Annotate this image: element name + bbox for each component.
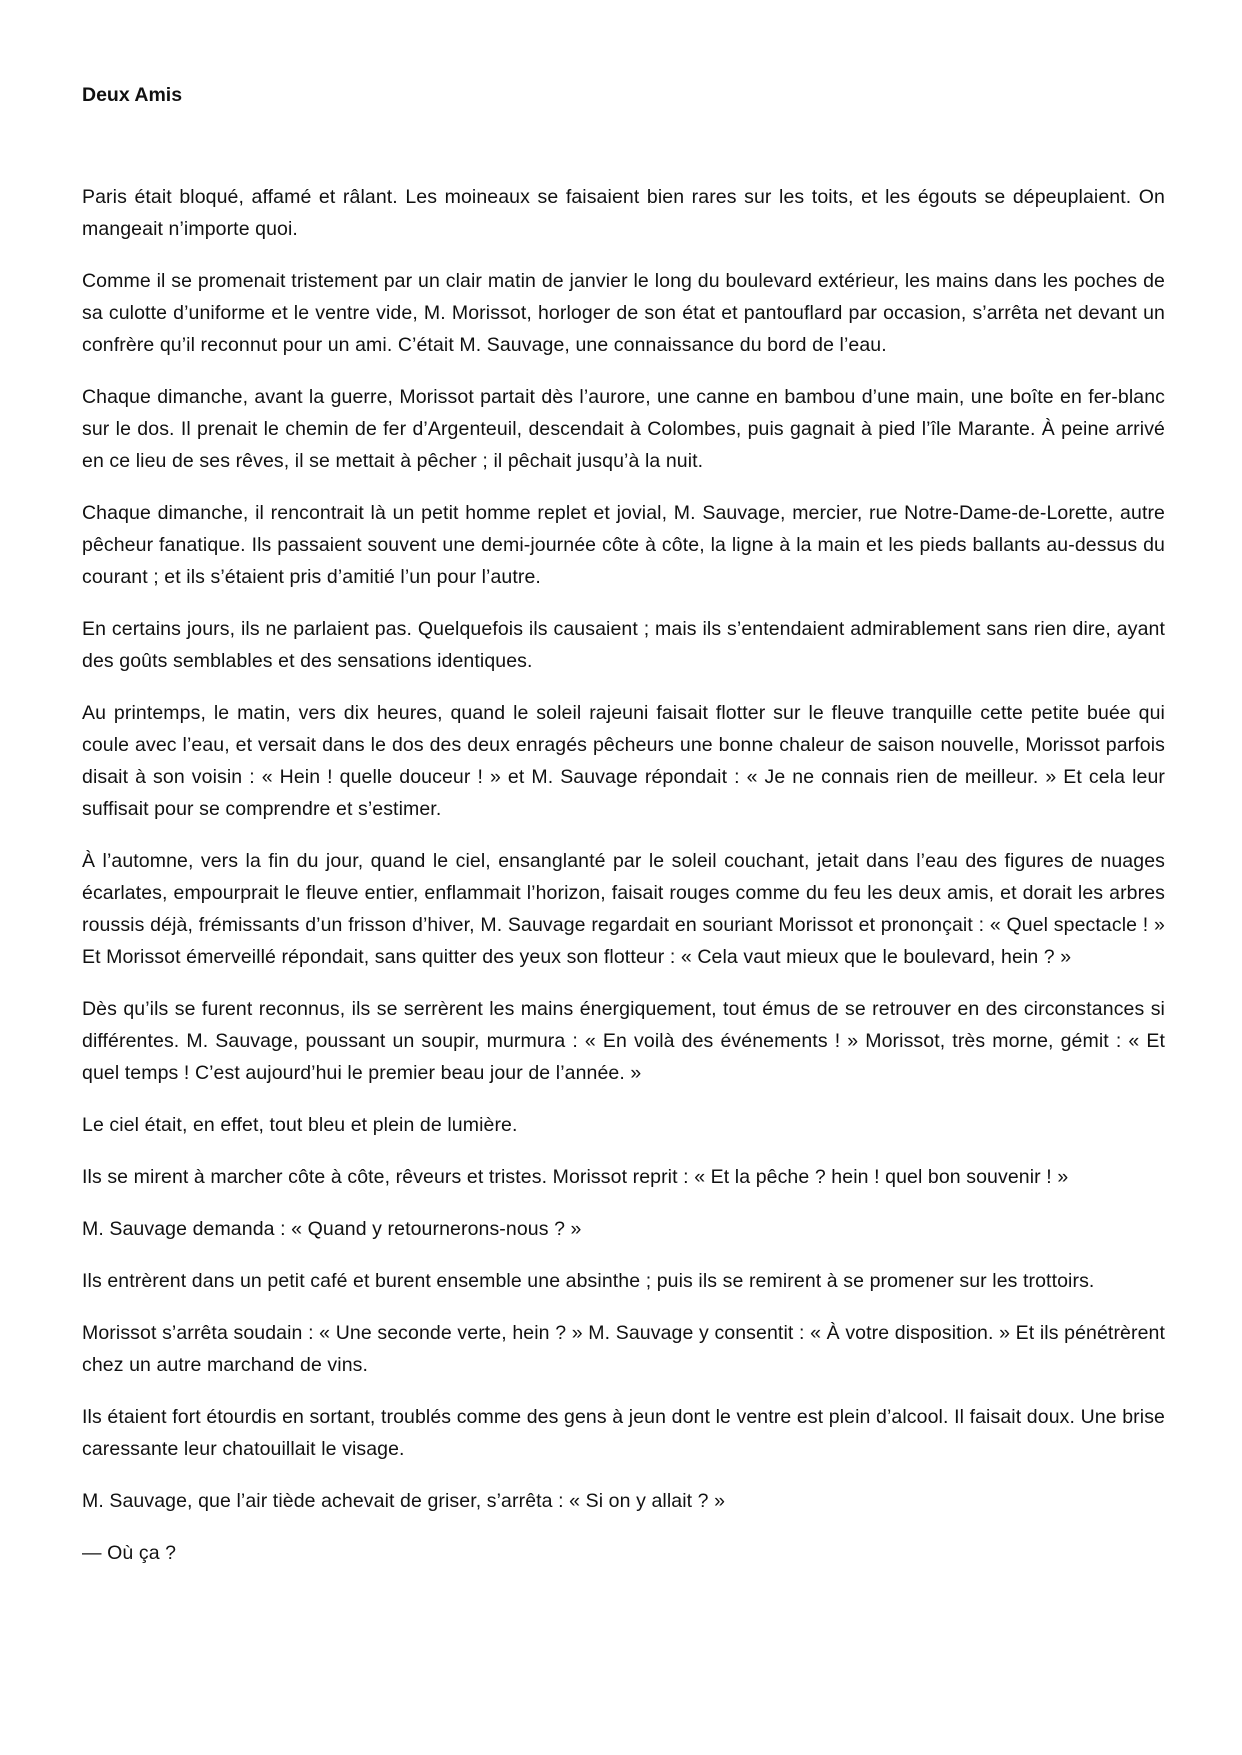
paragraph: Paris était bloqué, affamé et râlant. Les moineaux se faisaient bien rares sur les toits, et les égouts se dépeuplaient. On mangeait n’importe quoi. [82,186,1165,240]
paragraph: Comme il se promenait tristement par un clair matin de janvier le long du boulevard extérieur, les mains dans les poches de sa culotte d’uniforme et le ventre vide, M. Morissot, horloger de son état et pantouflard par occasion, s’arrêta net devant un confrère qu’il reconnut pour un ami. C’était M. Sauvage, une connaissance du bord de l’eau. [82,270,1165,356]
paragraph: Ils entrèrent dans un petit café et burent ensemble une absinthe ; puis ils se remirent à se promener sur les trottoirs. [82,1270,1095,1292]
paragraph: Chaque dimanche, il rencontrait là un petit homme replet et jovial, M. Sauvage, mercier, rue Notre-Dame-de-Lorette, autre pêcheur fanatique. Ils passaient souvent une demi-journée côte à côte, la ligne à la main et les pieds ballants au-dessus du courant ; et ils s’étaient pris d’amitié l’un pour l’autre. [82,502,1165,588]
paragraph: Morissot s’arrêta soudain : « Une seconde verte, hein ? » M. Sauvage y consentit : « À votre disposition. » Et ils pénétrèrent chez un autre marchand de vins. [82,1322,1165,1376]
paragraph: M. Sauvage, que l’air tiède achevait de griser, s’arrêta : « Si on y allait ? » [82,1490,726,1512]
document-body [82,181,1165,1589]
paragraph: Ils se mirent à marcher côte à côte, rêveurs et tristes. Morissot reprit : « Et la pêche ? hein ! quel bon souvenir ! » [82,1166,1069,1188]
paragraph: Dès qu’ils se furent reconnus, ils se serrèrent les mains énergiquement, tout émus de se retrouver en des circonstances si différentes. M. Sauvage, poussant un soupir, murmura : « En voilà des événements ! » Morissot, très morne, gémit : « Et quel temps ! C’est aujourd’hui le premier beau jour de l’année. » [82,998,1165,1084]
paragraph: Au printemps, le matin, vers dix heures, quand le soleil rajeuni faisait flotter sur le fleuve tranquille cette petite buée qui coule avec l’eau, et versait dans le dos des deux enragés pêcheurs une bonne chaleur de saison nouvelle, Morissot parfois disait à son voisin : « Hein ! quelle douceur ! » et M. Sauvage répondait : « Je ne connais rien de meilleur. » Et cela leur suffisait pour se comprendre et s’estimer. [82,702,1165,820]
paragraph: Chaque dimanche, avant la guerre, Morissot partait dès l’aurore, une canne en bambou d’une main, une boîte en fer-blanc sur le dos. Il prenait le chemin de fer d’Argenteuil, descendait à Colombes, puis gagnait à pied l’île Marante. À peine arrivé en ce lieu de ses rêves, il se mettait à pêcher ; il pêchait jusqu’à la nuit. [82,386,1165,472]
paragraph: En certains jours, ils ne parlaient pas. Quelquefois ils causaient ; mais ils s’entendaient admirablement sans rien dire, ayant des goûts semblables et des sensations identiques. [82,618,1165,672]
paragraph: À l’automne, vers la fin du jour, quand le ciel, ensanglanté par le soleil couchant, jetait dans l’eau des figures de nuages écarlates, empourprait le fleuve entier, enflammait l’horizon, faisait rouges comme du feu les deux amis, et dorait les arbres roussis déjà, frémissants d’un frisson d’hiver, M. Sauvage regardait en souriant Morissot et prononçait : « Quel spectacle ! » Et Morissot émerveillé répondait, sans quitter des yeux son flotteur : « Cela vaut mieux que le boulevard, hein ? » [82,850,1165,968]
paragraph: M. Sauvage demanda : « Quand y retournerons-nous ? » [82,1218,582,1240]
document-title: Deux Amis [82,84,183,106]
paragraph: Ils étaient fort étourdis en sortant, troublés comme des gens à jeun dont le ventre est plein d’alcool. Il faisait doux. Une brise caressante leur chatouillait le visage. [82,1406,1165,1460]
paragraph: — Où ça ? [82,1542,177,1564]
paragraph: Le ciel était, en effet, tout bleu et plein de lumière. [82,1114,518,1136]
